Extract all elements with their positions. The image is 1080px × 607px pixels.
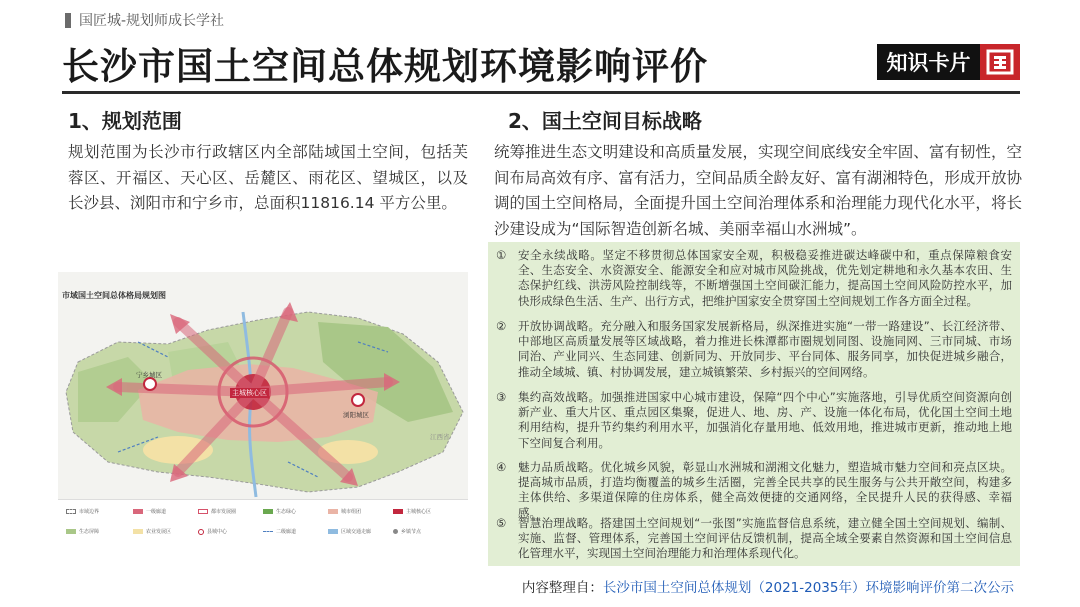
strategy-text: 安全永续战略。坚定不移贯彻总体国家安全观，积极稳妥推进碳达峰碳中和，重点保障粮食安全、生态安全、水资源安全、能源安全和应对城市风险挑战，优先划定耕地和永久基本农田、生态保护红线、洪涝风险控制线等，不断增强国土空间碳汇能力，提高国土空间风险防控水平，加快形成绿色生活、生产、出行方式，把维护国家安全贯穿国土空间规划工作各方面全过程。: [518, 248, 1012, 308]
strategy-number: ④: [496, 460, 507, 474]
legend-item: 区域交通走廊: [328, 528, 371, 535]
strategy-text: 集约高效战略。加强推进国家中心城市建设，保障“四个中心”实施落地，引导优质空间资源向创新产业、重大片区、重点园区集聚，促进人、地、房、产、设施一体化布局，优化国土空间土地利用结构，提升节约集约利用水平，加强消化存量用地、低效用地，推进城市更新，推动地上地下空间复合利用。: [518, 390, 1012, 450]
strategy-number: ③: [496, 390, 507, 404]
legend-item: 乡镇节点: [393, 528, 421, 535]
legend-item: 城市组团: [328, 508, 361, 515]
badge-text: 知识卡片: [877, 44, 980, 80]
header-tag: [65, 10, 224, 30]
strategy-item: [496, 319, 1012, 380]
tag-bar-icon: [65, 13, 71, 28]
spatial-pattern-map: [58, 272, 468, 557]
strategy-text: 开放协调战略。充分融入和服务国家发展新格局，纵深推进实施“一带一路建设”、长江经济带、中部地区高质量发展等区域战略，着力推进长株潭都市圈规划同图、设施同网、三市同城、市场同治、产业同兴、生态同建、创新同为、开放同步、平台同体、服务同享，加快促进城乡融合，推动全域城、镇、村协调发展，建立城镇繁荣、乡村振兴的空间网络。: [518, 319, 1012, 379]
legend-item: 二级廊道: [263, 528, 296, 535]
source-note: [522, 576, 1014, 596]
header-tag-text: 国匠城-规划师成长学社: [79, 13, 225, 29]
legend-item: 县城中心: [198, 528, 227, 535]
legend-item: 主城核心区: [393, 508, 431, 515]
legend-item: 生态绿心: [263, 508, 296, 515]
strategy-panel: [488, 242, 1020, 566]
source-prefix: 内容整理自：: [521, 580, 603, 596]
legend-item: 都市发展圈: [198, 508, 236, 515]
section1-text: 规划范围为长沙市行政辖区内全部陆域国土空间，包括芙蓉区、开福区、天心区、岳麓区、雨花区、望城区，以及长沙县、浏阳市和宁乡市，总面积11816.14 平方公里。: [68, 143, 468, 212]
knowledge-card-badge: [877, 44, 1020, 80]
strategy-number: ①: [496, 248, 507, 262]
map-title: 市域国土空间总体格局规划图: [62, 291, 166, 300]
map-label-ningxiang: 宁乡城区: [136, 371, 162, 379]
legend-item: 农业发展区: [133, 528, 171, 535]
legend-item: 一级廊道: [133, 508, 166, 515]
legend-item: 市域边界: [66, 508, 99, 515]
strategy-number: ②: [496, 319, 507, 333]
section1-heading: 1、规划范围: [68, 109, 182, 133]
map-label-jiangxi: 江西省: [430, 433, 450, 441]
title-divider: [62, 91, 1020, 94]
section2-heading: 2、国土空间目标战略: [508, 109, 702, 133]
strategy-number: ⑤: [496, 516, 507, 530]
strategy-text: 智慧治理战略。搭建国土空间规划“一张图”实施监督信息系统，建立健全国土空间规划、编制、实施、监督、管理体系，完善国土空间评估反馈机制，提高全域全要素自然资源和国土空间信息化管理水平，实现国土空间治理能力和治理体系现代化。: [518, 516, 1012, 561]
brand-logo-icon: [980, 44, 1020, 80]
strategy-item: [496, 390, 1012, 451]
strategy-text: 魅力品质战略。优化城乡风貌，彰显山水洲城和湖湘文化魅力，塑造城市魅力空间和亮点区块。提高城市品质，打造均衡覆盖的城乡生活圈，完善全民共享的民生服务与公共开敞空间，构建多主体供给、多渠道保障的住房体系，健全高效便捷的交通网络，全民提升人民的获得感、幸福感。: [518, 460, 1012, 520]
source-link[interactable]: 长沙市国土空间总体规划（2021-2035年）环境影响评价第二次公示: [602, 580, 1014, 596]
map-legend: [58, 499, 468, 557]
strategy-item: [496, 516, 1012, 562]
page-title: 长沙市国土空间总体规划环境影响评价: [62, 45, 708, 88]
strategy-item: [496, 248, 1012, 309]
map-label-core: 主城核心区: [232, 389, 267, 397]
legend-item: 生态屏障: [66, 528, 99, 535]
map-label-liuyang: 浏阳城区: [343, 411, 369, 419]
section2-text: 统筹推进生态文明建设和高质量发展，实现空间底线安全牢固、富有韧性，空间布局高效有序、富有活力，空间品质全龄友好、富有湖湘特色，形成开放协调的国土空间格局，全面提升国土空间治理体系和治理能力现代化水平，将长沙建设成为“国际智造创新名城、美丽幸福山水洲城”。: [494, 143, 1022, 238]
strategy-item: [496, 460, 1012, 521]
